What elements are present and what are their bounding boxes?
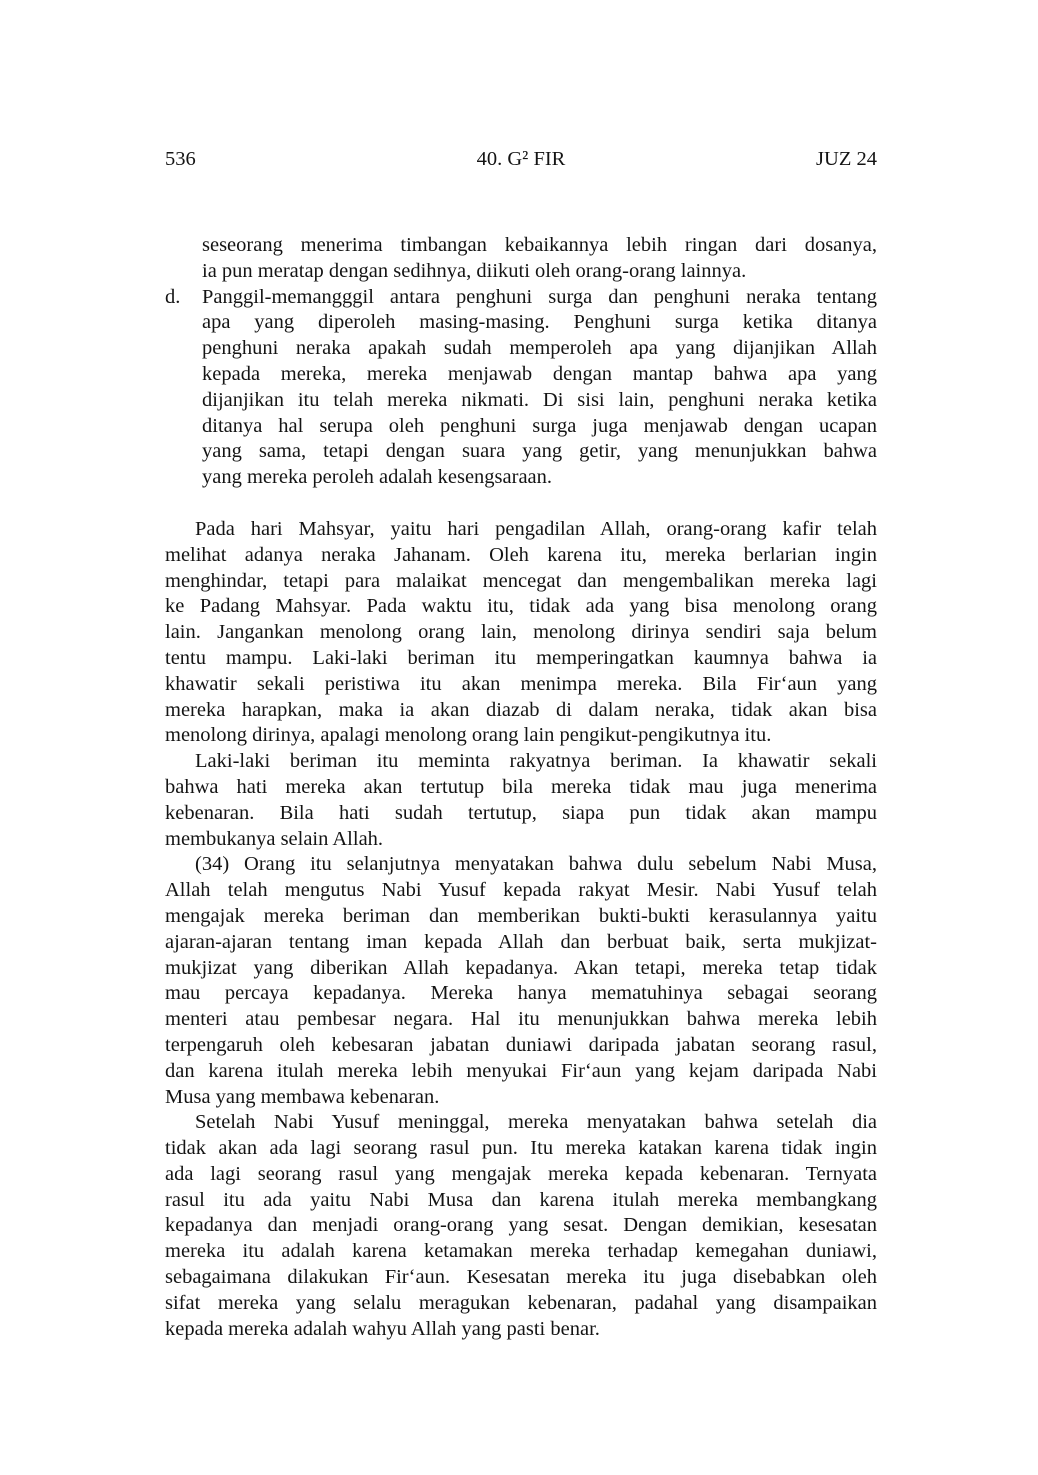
text-line: Setelah Nabi Yusuf meninggal, mereka menyatakan bahwa setelah dia bbox=[195, 1111, 877, 1134]
page-body bbox=[165, 233, 877, 1342]
text-line: yang mereka peroleh adalah kesengsaraan. bbox=[202, 466, 553, 489]
text-line: mengajak mereka beriman dan memberikan bukti-bukti kerasulannya yaitu bbox=[165, 904, 877, 927]
page-header bbox=[165, 146, 877, 172]
page-number: 536 bbox=[165, 148, 196, 170]
text-line: Laki-laki beriman itu meminta rakyatnya beriman. Ia khawatir sekali bbox=[195, 750, 877, 773]
text-line: dijanjikan itu telah mereka nikmati. Di sisi lain, penghuni neraka ketika bbox=[202, 388, 877, 411]
text-line: sifat mereka yang selalu meragukan kebenaran, padahal yang disampaikan bbox=[165, 1291, 877, 1314]
text-line: terpengaruh oleh kebesaran jabatan duniawi daripada jabatan seorang rasul, bbox=[165, 1033, 877, 1056]
text-line: lain. Jangankan menolong orang lain, menolong dirinya sendiri saja belum bbox=[165, 621, 877, 644]
text-line: kepada mereka, mereka menjawab dengan mantap bahwa apa yang bbox=[202, 362, 877, 385]
text-line: (34) Orang itu selanjutnya menyatakan bahwa dulu sebelum Nabi Musa, bbox=[195, 853, 877, 876]
text-line: membukanya selain Allah. bbox=[165, 827, 384, 850]
text-line: Musa yang membawa kebenaran. bbox=[165, 1085, 440, 1108]
text-line: menghindar, tetapi para malaikat mencegat dan mengembalikan mereka lagi bbox=[165, 569, 877, 592]
text-line: Pada hari Mahsyar, yaitu hari pengadilan Allah, orang-orang kafir telah bbox=[195, 517, 877, 540]
juz-label: JUZ 24 bbox=[816, 148, 877, 170]
text-line: Panggil-memangggil antara penghuni surga dan penghuni neraka tentang bbox=[202, 285, 877, 308]
text-line: mau percaya kepadanya. Mereka hanya mematuhinya sebagai seorang bbox=[165, 982, 877, 1005]
list-item-label: d. bbox=[165, 285, 181, 308]
text-line: khawatir sekali peristiwa itu akan menimpa mereka. Bila Fir‘aun yang bbox=[165, 672, 877, 695]
text-line: tentu mampu. Laki-laki beriman itu memperingatkan kaumnya bahwa ia bbox=[165, 646, 877, 669]
paragraph bbox=[165, 517, 877, 749]
text-line: bahwa hati mereka akan tertutup bila mereka tidak mau juga menerima bbox=[165, 775, 877, 798]
text-line: mereka harapkan, maka ia akan diazab di dalam neraka, tidak akan bisa bbox=[165, 698, 877, 721]
text-line: yang sama, tetapi dengan suara yang getir, yang menunjukkan bahwa bbox=[202, 440, 877, 463]
text-line: melihat adanya neraka Jahanam. Oleh karena itu, mereka berlarian ingin bbox=[165, 543, 877, 566]
text-line: sebagaimana dilakukan Fir‘aun. Kesesatan mereka itu juga disebabkan oleh bbox=[165, 1266, 877, 1289]
text-line: mereka itu adalah karena ketamakan mereka terhadap kemegahan duniawi, bbox=[165, 1240, 877, 1263]
text-line: Allah telah mengutus Nabi Yusuf kepada rakyat Mesir. Nabi Yusuf telah bbox=[165, 879, 877, 902]
text-line: kebenaran. Bila hati sudah tertutup, siapa pun tidak akan mampu bbox=[165, 801, 877, 824]
text-line: seseorang menerima timbangan kebaikannya lebih ringan dari dosanya, bbox=[202, 234, 877, 256]
text-line: kepada mereka adalah wahyu Allah yang pasti benar. bbox=[165, 1317, 600, 1340]
paragraph bbox=[165, 1110, 877, 1342]
text-line: tidak akan ada lagi seorang rasul pun. Itu mereka katakan karena tidak ingin bbox=[165, 1137, 877, 1160]
paragraph bbox=[165, 749, 877, 852]
text-line: ke Padang Mahsyar. Pada waktu itu, tidak ada yang bisa menolong orang bbox=[165, 595, 877, 618]
text-line: dan karena itulah mereka lebih menyukai Fir‘aun yang kejam daripada Nabi bbox=[165, 1059, 877, 1082]
text-line: kepadanya dan menjadi orang-orang yang sesat. Dengan demikian, kesesatan bbox=[165, 1214, 877, 1237]
paragraph bbox=[165, 852, 877, 1110]
text-line: mukjizat yang diberikan Allah kepadanya. Akan tetapi, mereka tetap tidak bbox=[165, 956, 877, 979]
text-line: ajaran-ajaran tentang iman kepada Allah dan berbuat baik, serta mukjizat- bbox=[165, 930, 877, 953]
text-line: rasul itu ada yaitu Nabi Musa dan karena itulah mereka membangkang bbox=[165, 1188, 877, 1211]
list-item bbox=[165, 233, 877, 285]
text-line: penghuni neraka apakah sudah memperoleh apa yang dijanjikan Allah bbox=[202, 337, 877, 360]
text-line: ia pun meratap dengan sedihnya, diikuti oleh orang-orang lainnya. bbox=[202, 259, 747, 282]
text-line: ditanya hal serupa oleh penghuni surga juga menjawab dengan ucapan bbox=[202, 414, 877, 437]
chapter-title: 40. G² FIR bbox=[476, 148, 566, 170]
text-line: apa yang diperoleh masing-masing. Penghuni surga ketika ditanya bbox=[202, 311, 877, 334]
list-item bbox=[165, 285, 877, 491]
text-line: ada lagi seorang rasul yang mengajak mereka kepada kebenaran. Ternyata bbox=[165, 1162, 877, 1185]
text-line: menolong dirinya, apalagi menolong orang lain pengikut-pengikutnya itu. bbox=[165, 724, 772, 747]
text-line: menteri atau pembesar negara. Hal itu menunjukkan bahwa mereka lebih bbox=[165, 1008, 877, 1031]
